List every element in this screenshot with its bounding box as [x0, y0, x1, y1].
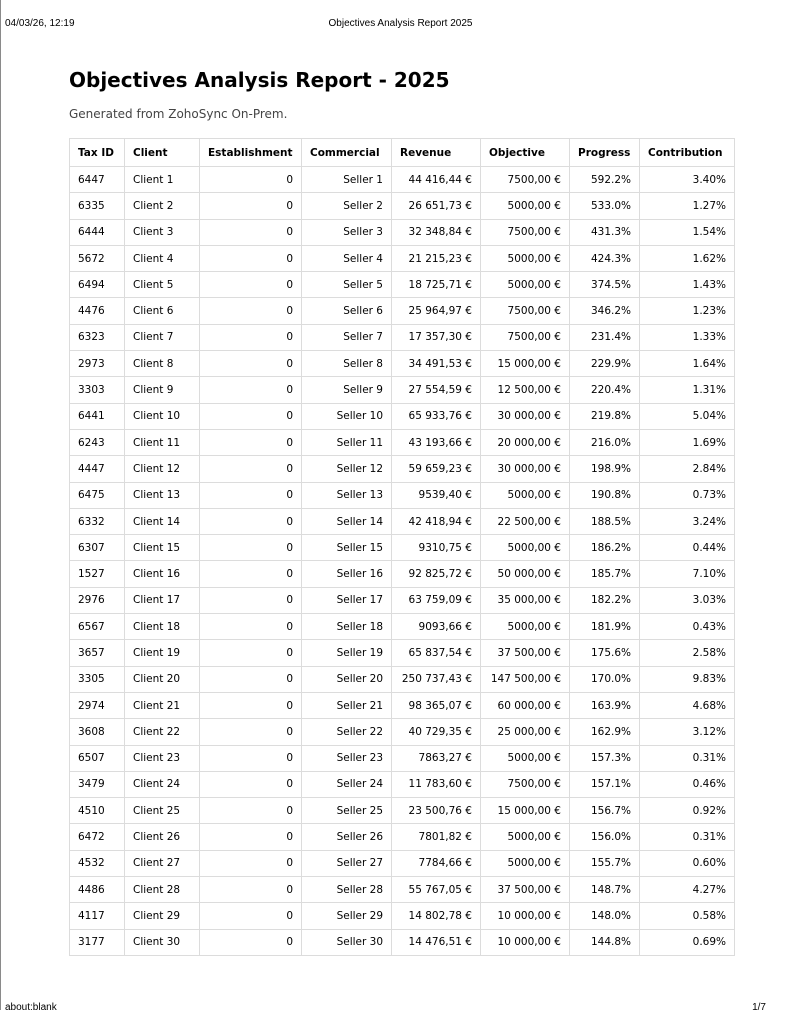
cell-progress: 157.1%: [570, 771, 640, 797]
cell-tax-id: 6507: [70, 745, 125, 771]
cell-progress: 424.3%: [570, 245, 640, 271]
cell-client: Client 20: [125, 666, 200, 692]
cell-revenue: 42 418,94 €: [392, 508, 481, 534]
column-header-objective: Objective: [481, 139, 570, 167]
cell-tax-id: 2973: [70, 351, 125, 377]
print-date: 04/03/26, 12:19: [5, 18, 75, 29]
cell-tax-id: 4486: [70, 877, 125, 903]
cell-client: Client 4: [125, 245, 200, 271]
cell-contribution: 4.27%: [640, 877, 735, 903]
cell-client: Client 22: [125, 719, 200, 745]
cell-establishment: 0: [200, 508, 302, 534]
table-row: [70, 771, 735, 797]
cell-client: Client 1: [125, 167, 200, 193]
cell-tax-id: 4510: [70, 798, 125, 824]
cell-contribution: 3.03%: [640, 587, 735, 613]
cell-contribution: 0.46%: [640, 771, 735, 797]
table-row: [70, 850, 735, 876]
cell-objective: 5000,00 €: [481, 824, 570, 850]
cell-revenue: 59 659,23 €: [392, 456, 481, 482]
cell-revenue: 14 476,51 €: [392, 929, 481, 955]
cell-client: Client 21: [125, 692, 200, 718]
cell-tax-id: 4532: [70, 850, 125, 876]
cell-commercial: Seller 25: [302, 798, 392, 824]
cell-revenue: 9093,66 €: [392, 614, 481, 640]
cell-commercial: Seller 3: [302, 219, 392, 245]
report-subtitle: Generated from ZohoSync On-Prem.: [69, 107, 288, 121]
cell-progress: 148.0%: [570, 903, 640, 929]
table-row: [70, 614, 735, 640]
cell-commercial: Seller 14: [302, 508, 392, 534]
table-row: [70, 245, 735, 271]
cell-commercial: Seller 9: [302, 377, 392, 403]
print-header: [1, 18, 800, 32]
cell-progress: 144.8%: [570, 929, 640, 955]
cell-objective: 10 000,00 €: [481, 929, 570, 955]
cell-objective: 10 000,00 €: [481, 903, 570, 929]
table-row: [70, 561, 735, 587]
cell-tax-id: 2976: [70, 587, 125, 613]
cell-progress: 185.7%: [570, 561, 640, 587]
objectives-table: [69, 138, 735, 956]
cell-revenue: 43 193,66 €: [392, 429, 481, 455]
cell-client: Client 8: [125, 351, 200, 377]
cell-tax-id: 6323: [70, 324, 125, 350]
table-row: [70, 798, 735, 824]
cell-establishment: 0: [200, 377, 302, 403]
cell-establishment: 0: [200, 824, 302, 850]
cell-establishment: 0: [200, 719, 302, 745]
cell-tax-id: 6475: [70, 482, 125, 508]
table-row: [70, 456, 735, 482]
cell-revenue: 14 802,78 €: [392, 903, 481, 929]
cell-commercial: Seller 28: [302, 877, 392, 903]
cell-contribution: 5.04%: [640, 403, 735, 429]
cell-commercial: Seller 20: [302, 666, 392, 692]
cell-tax-id: 3608: [70, 719, 125, 745]
table-row: [70, 877, 735, 903]
cell-client: Client 2: [125, 193, 200, 219]
cell-progress: 431.3%: [570, 219, 640, 245]
cell-contribution: 1.27%: [640, 193, 735, 219]
cell-establishment: 0: [200, 482, 302, 508]
cell-revenue: 63 759,09 €: [392, 587, 481, 613]
cell-client: Client 12: [125, 456, 200, 482]
cell-client: Client 14: [125, 508, 200, 534]
cell-contribution: 0.31%: [640, 824, 735, 850]
column-header-revenue: Revenue: [392, 139, 481, 167]
cell-client: Client 25: [125, 798, 200, 824]
table-header-row: [70, 139, 735, 167]
table-row: [70, 929, 735, 955]
cell-progress: 231.4%: [570, 324, 640, 350]
column-header-client: Client: [125, 139, 200, 167]
cell-revenue: 27 554,59 €: [392, 377, 481, 403]
cell-revenue: 55 767,05 €: [392, 877, 481, 903]
cell-commercial: Seller 1: [302, 167, 392, 193]
cell-commercial: Seller 17: [302, 587, 392, 613]
cell-establishment: 0: [200, 587, 302, 613]
cell-objective: 37 500,00 €: [481, 640, 570, 666]
cell-contribution: 1.54%: [640, 219, 735, 245]
cell-contribution: 0.44%: [640, 535, 735, 561]
cell-progress: 162.9%: [570, 719, 640, 745]
cell-revenue: 40 729,35 €: [392, 719, 481, 745]
cell-contribution: 0.31%: [640, 745, 735, 771]
cell-progress: 188.5%: [570, 508, 640, 534]
cell-commercial: Seller 8: [302, 351, 392, 377]
cell-contribution: 0.43%: [640, 614, 735, 640]
cell-establishment: 0: [200, 692, 302, 718]
cell-establishment: 0: [200, 429, 302, 455]
cell-objective: 7500,00 €: [481, 298, 570, 324]
table-row: [70, 219, 735, 245]
cell-establishment: 0: [200, 298, 302, 324]
cell-progress: 374.5%: [570, 272, 640, 298]
cell-contribution: 3.40%: [640, 167, 735, 193]
table-row: [70, 324, 735, 350]
cell-contribution: 1.31%: [640, 377, 735, 403]
column-header-contribution: Contribution: [640, 139, 735, 167]
cell-revenue: 17 357,30 €: [392, 324, 481, 350]
cell-objective: 30 000,00 €: [481, 456, 570, 482]
cell-client: Client 5: [125, 272, 200, 298]
cell-commercial: Seller 5: [302, 272, 392, 298]
cell-client: Client 18: [125, 614, 200, 640]
cell-progress: 216.0%: [570, 429, 640, 455]
cell-contribution: 0.92%: [640, 798, 735, 824]
cell-contribution: 2.58%: [640, 640, 735, 666]
cell-commercial: Seller 27: [302, 850, 392, 876]
cell-revenue: 7784,66 €: [392, 850, 481, 876]
cell-tax-id: 6307: [70, 535, 125, 561]
cell-contribution: 0.58%: [640, 903, 735, 929]
cell-commercial: Seller 19: [302, 640, 392, 666]
cell-progress: 182.2%: [570, 587, 640, 613]
cell-contribution: 1.62%: [640, 245, 735, 271]
cell-contribution: 1.69%: [640, 429, 735, 455]
cell-objective: 25 000,00 €: [481, 719, 570, 745]
cell-progress: 533.0%: [570, 193, 640, 219]
cell-objective: 147 500,00 €: [481, 666, 570, 692]
cell-objective: 5000,00 €: [481, 245, 570, 271]
table-row: [70, 429, 735, 455]
cell-commercial: Seller 23: [302, 745, 392, 771]
cell-tax-id: 6441: [70, 403, 125, 429]
cell-objective: 35 000,00 €: [481, 587, 570, 613]
cell-progress: 220.4%: [570, 377, 640, 403]
cell-contribution: 1.43%: [640, 272, 735, 298]
table-body: [70, 167, 735, 956]
cell-objective: 50 000,00 €: [481, 561, 570, 587]
cell-progress: 175.6%: [570, 640, 640, 666]
cell-commercial: Seller 29: [302, 903, 392, 929]
cell-revenue: 34 491,53 €: [392, 351, 481, 377]
print-url: about:blank: [5, 1002, 57, 1013]
cell-establishment: 0: [200, 850, 302, 876]
table-row: [70, 903, 735, 929]
table-row: [70, 403, 735, 429]
cell-client: Client 7: [125, 324, 200, 350]
cell-contribution: 0.73%: [640, 482, 735, 508]
cell-client: Client 27: [125, 850, 200, 876]
cell-establishment: 0: [200, 324, 302, 350]
cell-tax-id: 3305: [70, 666, 125, 692]
cell-commercial: Seller 16: [302, 561, 392, 587]
cell-client: Client 29: [125, 903, 200, 929]
column-header-commercial: Commercial: [302, 139, 392, 167]
cell-establishment: 0: [200, 666, 302, 692]
table-row: [70, 272, 735, 298]
cell-contribution: 0.60%: [640, 850, 735, 876]
cell-tax-id: 6243: [70, 429, 125, 455]
cell-progress: 219.8%: [570, 403, 640, 429]
cell-progress: 346.2%: [570, 298, 640, 324]
cell-objective: 7500,00 €: [481, 324, 570, 350]
cell-contribution: 9.83%: [640, 666, 735, 692]
table-row: [70, 824, 735, 850]
cell-client: Client 15: [125, 535, 200, 561]
cell-objective: 5000,00 €: [481, 850, 570, 876]
cell-revenue: 92 825,72 €: [392, 561, 481, 587]
table-row: [70, 508, 735, 534]
cell-establishment: 0: [200, 903, 302, 929]
cell-establishment: 0: [200, 745, 302, 771]
cell-tax-id: 6472: [70, 824, 125, 850]
cell-objective: 7500,00 €: [481, 219, 570, 245]
cell-client: Client 26: [125, 824, 200, 850]
cell-tax-id: 5672: [70, 245, 125, 271]
cell-tax-id: 6494: [70, 272, 125, 298]
cell-client: Client 11: [125, 429, 200, 455]
print-page-number: 1/7: [752, 1002, 766, 1013]
cell-objective: 5000,00 €: [481, 745, 570, 771]
table-row: [70, 587, 735, 613]
cell-progress: 157.3%: [570, 745, 640, 771]
cell-revenue: 11 783,60 €: [392, 771, 481, 797]
cell-progress: 198.9%: [570, 456, 640, 482]
cell-commercial: Seller 15: [302, 535, 392, 561]
cell-tax-id: 4117: [70, 903, 125, 929]
table-row: [70, 692, 735, 718]
cell-tax-id: 6335: [70, 193, 125, 219]
cell-establishment: 0: [200, 561, 302, 587]
cell-tax-id: 3479: [70, 771, 125, 797]
cell-progress: 156.0%: [570, 824, 640, 850]
cell-tax-id: 2974: [70, 692, 125, 718]
cell-objective: 5000,00 €: [481, 535, 570, 561]
cell-contribution: 7.10%: [640, 561, 735, 587]
cell-progress: 181.9%: [570, 614, 640, 640]
cell-establishment: 0: [200, 798, 302, 824]
cell-objective: 20 000,00 €: [481, 429, 570, 455]
cell-client: Client 19: [125, 640, 200, 666]
cell-objective: 30 000,00 €: [481, 403, 570, 429]
column-header-progress: Progress: [570, 139, 640, 167]
table-row: [70, 535, 735, 561]
cell-contribution: 1.64%: [640, 351, 735, 377]
cell-client: Client 13: [125, 482, 200, 508]
cell-contribution: 4.68%: [640, 692, 735, 718]
cell-tax-id: 3303: [70, 377, 125, 403]
cell-revenue: 44 416,44 €: [392, 167, 481, 193]
cell-tax-id: 6444: [70, 219, 125, 245]
cell-tax-id: 6567: [70, 614, 125, 640]
table-row: [70, 377, 735, 403]
cell-establishment: 0: [200, 771, 302, 797]
cell-client: Client 6: [125, 298, 200, 324]
cell-commercial: Seller 7: [302, 324, 392, 350]
table-row: [70, 298, 735, 324]
cell-revenue: 9539,40 €: [392, 482, 481, 508]
table-row: [70, 745, 735, 771]
cell-commercial: Seller 6: [302, 298, 392, 324]
cell-establishment: 0: [200, 535, 302, 561]
cell-client: Client 9: [125, 377, 200, 403]
cell-establishment: 0: [200, 877, 302, 903]
cell-commercial: Seller 26: [302, 824, 392, 850]
table-row: [70, 666, 735, 692]
cell-commercial: Seller 18: [302, 614, 392, 640]
column-header-tax-id: Tax ID: [70, 139, 125, 167]
cell-commercial: Seller 10: [302, 403, 392, 429]
cell-tax-id: 6332: [70, 508, 125, 534]
cell-progress: 229.9%: [570, 351, 640, 377]
cell-contribution: 0.69%: [640, 929, 735, 955]
cell-objective: 7500,00 €: [481, 771, 570, 797]
cell-progress: 156.7%: [570, 798, 640, 824]
cell-establishment: 0: [200, 193, 302, 219]
cell-contribution: 2.84%: [640, 456, 735, 482]
table-row: [70, 640, 735, 666]
cell-establishment: 0: [200, 351, 302, 377]
table-row: [70, 167, 735, 193]
cell-progress: 155.7%: [570, 850, 640, 876]
cell-revenue: 250 737,43 €: [392, 666, 481, 692]
table-row: [70, 482, 735, 508]
cell-progress: 148.7%: [570, 877, 640, 903]
page-title: Objectives Analysis Report - 2025: [69, 68, 450, 92]
cell-objective: 5000,00 €: [481, 193, 570, 219]
cell-objective: 5000,00 €: [481, 614, 570, 640]
cell-tax-id: 4447: [70, 456, 125, 482]
table-row: [70, 719, 735, 745]
cell-client: Client 28: [125, 877, 200, 903]
table-row: [70, 193, 735, 219]
cell-revenue: 9310,75 €: [392, 535, 481, 561]
cell-revenue: 25 964,97 €: [392, 298, 481, 324]
cell-revenue: 65 837,54 €: [392, 640, 481, 666]
table-row: [70, 351, 735, 377]
cell-commercial: Seller 30: [302, 929, 392, 955]
cell-commercial: Seller 12: [302, 456, 392, 482]
cell-objective: 15 000,00 €: [481, 351, 570, 377]
cell-client: Client 10: [125, 403, 200, 429]
cell-establishment: 0: [200, 640, 302, 666]
cell-commercial: Seller 2: [302, 193, 392, 219]
cell-contribution: 1.23%: [640, 298, 735, 324]
cell-objective: 5000,00 €: [481, 272, 570, 298]
cell-revenue: 23 500,76 €: [392, 798, 481, 824]
cell-contribution: 3.12%: [640, 719, 735, 745]
cell-revenue: 98 365,07 €: [392, 692, 481, 718]
cell-client: Client 3: [125, 219, 200, 245]
cell-revenue: 21 215,23 €: [392, 245, 481, 271]
cell-objective: 15 000,00 €: [481, 798, 570, 824]
cell-revenue: 32 348,84 €: [392, 219, 481, 245]
cell-client: Client 24: [125, 771, 200, 797]
cell-objective: 22 500,00 €: [481, 508, 570, 534]
cell-contribution: 3.24%: [640, 508, 735, 534]
cell-commercial: Seller 24: [302, 771, 392, 797]
cell-commercial: Seller 21: [302, 692, 392, 718]
cell-establishment: 0: [200, 456, 302, 482]
cell-establishment: 0: [200, 403, 302, 429]
cell-objective: 37 500,00 €: [481, 877, 570, 903]
cell-progress: 170.0%: [570, 666, 640, 692]
cell-revenue: 7863,27 €: [392, 745, 481, 771]
cell-establishment: 0: [200, 272, 302, 298]
cell-establishment: 0: [200, 219, 302, 245]
cell-progress: 163.9%: [570, 692, 640, 718]
cell-objective: 5000,00 €: [481, 482, 570, 508]
cell-revenue: 26 651,73 €: [392, 193, 481, 219]
cell-client: Client 23: [125, 745, 200, 771]
cell-commercial: Seller 13: [302, 482, 392, 508]
cell-objective: 12 500,00 €: [481, 377, 570, 403]
cell-revenue: 65 933,76 €: [392, 403, 481, 429]
cell-commercial: Seller 22: [302, 719, 392, 745]
cell-progress: 186.2%: [570, 535, 640, 561]
cell-progress: 592.2%: [570, 167, 640, 193]
cell-tax-id: 1527: [70, 561, 125, 587]
column-header-establishment: Establishment: [200, 139, 302, 167]
cell-objective: 7500,00 €: [481, 167, 570, 193]
cell-establishment: 0: [200, 245, 302, 271]
cell-revenue: 18 725,71 €: [392, 272, 481, 298]
cell-client: Client 30: [125, 929, 200, 955]
cell-tax-id: 3657: [70, 640, 125, 666]
cell-commercial: Seller 11: [302, 429, 392, 455]
cell-revenue: 7801,82 €: [392, 824, 481, 850]
cell-tax-id: 6447: [70, 167, 125, 193]
print-document-title: Objectives Analysis Report 2025: [328, 18, 473, 29]
cell-commercial: Seller 4: [302, 245, 392, 271]
cell-objective: 60 000,00 €: [481, 692, 570, 718]
cell-client: Client 16: [125, 561, 200, 587]
cell-establishment: 0: [200, 167, 302, 193]
cell-contribution: 1.33%: [640, 324, 735, 350]
cell-progress: 190.8%: [570, 482, 640, 508]
cell-client: Client 17: [125, 587, 200, 613]
cell-tax-id: 4476: [70, 298, 125, 324]
cell-establishment: 0: [200, 929, 302, 955]
cell-tax-id: 3177: [70, 929, 125, 955]
cell-establishment: 0: [200, 614, 302, 640]
